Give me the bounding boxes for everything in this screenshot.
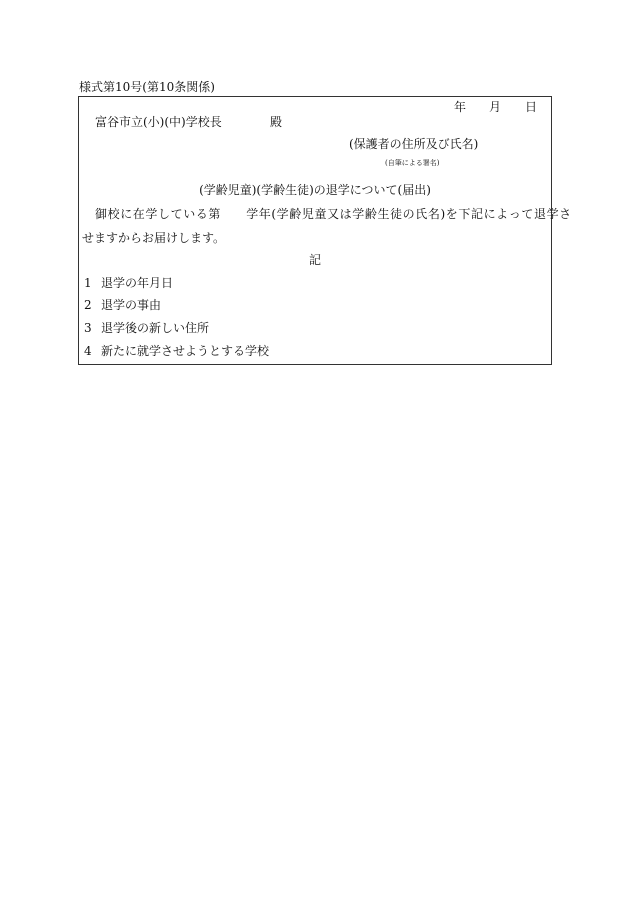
form-box (78, 96, 572, 365)
body-text-line-2: せますからお届けします。 (82, 231, 226, 245)
form-number: 様式第10号(第10条関係) (79, 80, 215, 94)
list-item (84, 343, 269, 359)
ki-heading: 記 (308, 253, 321, 267)
item-number: 3 (84, 321, 92, 335)
document-title: (学齢児童)(学齢生徒)の退学について(届出) (199, 183, 431, 197)
item-text: 退学後の新しい住所 (101, 321, 210, 335)
honorific: 殿 (270, 115, 283, 129)
list-item (84, 275, 173, 291)
item-number: 2 (84, 298, 92, 312)
item-text: 退学の年月日 (101, 276, 174, 290)
signature-note: (自筆による署名) (385, 159, 440, 167)
item-text: 退学の事由 (101, 298, 162, 312)
addressee: 富谷市立(小)(中)学校長 (95, 115, 222, 129)
list-item (84, 320, 209, 336)
item-number: 1 (84, 276, 92, 290)
list-item (84, 297, 161, 313)
body-text-line-1: 御校に在学している第 学年(学齢児童又は学齢生徒の氏名)を下記によって退学さ (95, 207, 572, 221)
guardian-label: (保護者の住所及び氏名) (349, 137, 479, 151)
date-day-label: 日 (525, 100, 538, 114)
date-month-label: 月 (489, 100, 502, 114)
item-number: 4 (84, 344, 92, 358)
item-text: 新たに就学させようとする学校 (101, 344, 270, 358)
date-year-label: 年 (454, 100, 467, 114)
